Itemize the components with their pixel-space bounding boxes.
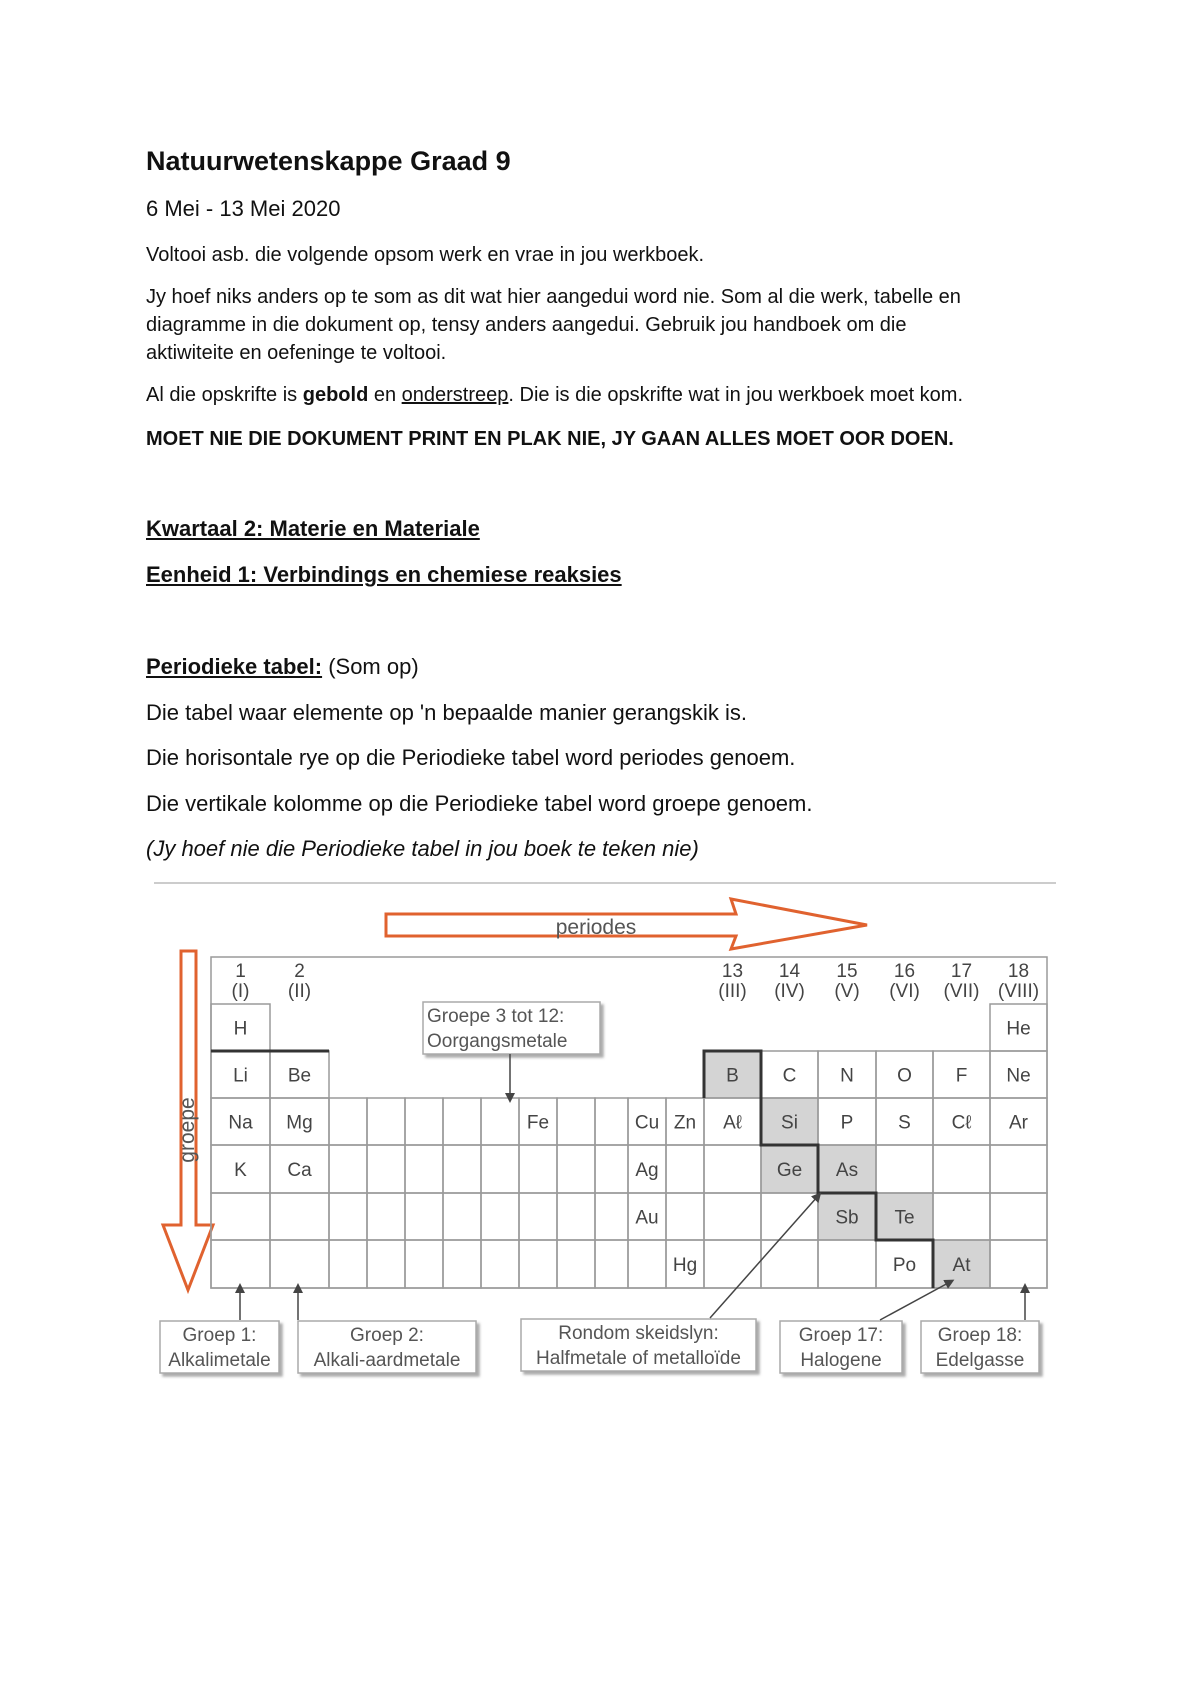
cell-row5-col13	[704, 1193, 761, 1240]
cell-row4-col3	[329, 1145, 367, 1193]
group-number-18: 18	[1007, 961, 1030, 982]
cell-row5-col17	[933, 1193, 990, 1240]
cell-row4-col9	[557, 1145, 595, 1193]
cell-row6-col4	[367, 1240, 405, 1288]
cell-row5-col9	[557, 1193, 595, 1240]
cell-row5-col10	[595, 1193, 628, 1240]
cell-row6-col8	[519, 1240, 557, 1288]
cell-row6-col14	[761, 1240, 818, 1288]
cell-row5-col1	[211, 1193, 270, 1240]
section-heading: Periodieke tabel:	[146, 654, 323, 679]
cell-row6-col9	[557, 1240, 595, 1288]
element-Na: Na	[228, 1112, 253, 1134]
pointer-arrow-metalloids	[710, 1196, 818, 1318]
element-K: K	[234, 1160, 247, 1181]
element-Mg: Mg	[286, 1112, 313, 1134]
cell-row5-col3	[329, 1193, 367, 1240]
group-roman-14: (IV)	[774, 981, 805, 1002]
element-As: As	[835, 1160, 859, 1181]
cell-row5-col5	[405, 1193, 443, 1240]
cell-row5-col2	[270, 1193, 329, 1240]
element-Be: Be	[287, 1065, 312, 1087]
cell-row4-col17	[933, 1145, 990, 1193]
group-number-16: 16	[893, 961, 916, 982]
definition-3: Die vertikale kolomme op die Periodieke tabel word groepe genoem.	[146, 791, 813, 816]
warning-text: MOET NIE DIE DOKUMENT PRINT EN PLAK NIE, JY GAAN ALLES MOET OOR DOEN.	[146, 428, 954, 450]
element-Fe: Fe	[526, 1112, 550, 1134]
cell-row3-col3	[329, 1098, 367, 1145]
cell-row5-col14	[761, 1193, 818, 1240]
italic-note: (Jy hoef nie die Periodieke tabel in jou boek te teken nie)	[146, 836, 699, 861]
cell-row4-col4	[367, 1145, 405, 1193]
callout-text-transition-2: Oorgangsmetale	[427, 1031, 568, 1052]
callout-text-metalloids-2: Halfmetale of metalloïde	[536, 1348, 741, 1369]
cell-row6-col5	[405, 1240, 443, 1288]
definition-2: Die horisontale rye op die Periodieke tabel word periodes genoem.	[146, 745, 796, 770]
element-Si: Si	[781, 1112, 798, 1134]
callouts-layer	[160, 1002, 1039, 1373]
cell-row6-col18	[990, 1240, 1047, 1288]
cell-row4-col16	[876, 1145, 933, 1193]
instruction-2-line-1: Jy hoef niks anders op te som as dit wat hier aangedui word nie. Som al die werk, tabelle en	[146, 286, 961, 308]
element-Aℓ: Aℓ	[723, 1112, 742, 1134]
element-Li: Li	[233, 1065, 248, 1087]
headings-note-underline: onderstreep	[401, 384, 509, 406]
element-B: B	[726, 1065, 739, 1087]
element-He: He	[1006, 1018, 1031, 1040]
groups-arrow-label: groepe	[176, 1097, 199, 1163]
cell-row4-col10	[595, 1145, 628, 1193]
cell-row6-col3	[329, 1240, 367, 1288]
element-Zn: Zn	[673, 1112, 697, 1134]
callout-text-group18-1: Groep 18:	[937, 1325, 1023, 1346]
callout-text-group1-2: Alkalimetale	[168, 1350, 271, 1371]
group-roman-16: (VI)	[889, 981, 920, 1002]
group-number-17: 17	[950, 961, 973, 982]
cell-row6-col2	[270, 1240, 329, 1288]
cell-row4-col8	[519, 1145, 557, 1193]
group-number-15: 15	[836, 961, 858, 982]
cell-row5-col7	[481, 1193, 519, 1240]
cell-row5-col18	[990, 1193, 1047, 1240]
cell-row3-col5	[405, 1098, 443, 1145]
callout-text-group2-2: Alkali-aardmetale	[313, 1350, 461, 1371]
element-Ca: Ca	[287, 1160, 312, 1181]
cell-row6-col13	[704, 1240, 761, 1288]
instruction-1: Voltooi asb. die volgende opsom werk en vrae in jou werkboek.	[146, 244, 705, 266]
element-P: P	[840, 1112, 854, 1134]
cell-row4-col18	[990, 1145, 1047, 1193]
element-Te: Te	[894, 1207, 915, 1229]
cell-row3-col4	[367, 1098, 405, 1145]
element-Ag: Ag	[635, 1160, 659, 1181]
group-roman-1: (I)	[231, 981, 250, 1002]
cell-row3-col10	[595, 1098, 628, 1145]
cell-row4-col6	[443, 1145, 481, 1193]
cell-row6-col15	[818, 1240, 876, 1288]
element-Ar: Ar	[1009, 1112, 1028, 1134]
cell-row6-col11	[628, 1240, 666, 1288]
definition-1: Die tabel waar elemente op 'n bepaalde manier gerangskik is.	[146, 700, 747, 725]
cell-row4-col7	[481, 1145, 519, 1193]
group-roman-17: (VII)	[943, 981, 980, 1002]
callout-text-group18-2: Edelgasse	[935, 1350, 1025, 1371]
instruction-2-line-2: diagramme in die dokument op, tensy anders aangedui. Gebruik jou handboek om die	[146, 314, 907, 336]
cell-row4-col12	[666, 1145, 704, 1193]
cell-row3-col7	[481, 1098, 519, 1145]
cell-row4-col5	[405, 1145, 443, 1193]
cell-row5-col4	[367, 1193, 405, 1240]
section-note: (Som op)	[322, 654, 419, 679]
date-range: 6 Mei - 13 Mei 2020	[146, 196, 341, 221]
periods-arrow-label: periodes	[555, 916, 637, 939]
element-Hg: Hg	[672, 1255, 698, 1276]
cell-row3-col9	[557, 1098, 595, 1145]
headings-note-part2: en	[368, 384, 402, 406]
unit-heading: Eenheid 1: Verbindings en chemiese reaksies	[146, 562, 622, 587]
cell-row5-col6	[443, 1193, 481, 1240]
element-O: O	[897, 1065, 912, 1087]
group-number-2: 2	[294, 961, 305, 982]
element-Au: Au	[635, 1207, 659, 1229]
element-N: N	[840, 1065, 854, 1087]
headings-note-part3: . Die is die opskrifte wat in jou werkboek moet kom.	[508, 384, 964, 406]
group-number-13: 13	[721, 961, 744, 982]
element-Cℓ: Cℓ	[951, 1112, 972, 1134]
cell-row6-col6	[443, 1240, 481, 1288]
cell-row5-col12	[666, 1193, 704, 1240]
element-S: S	[898, 1112, 911, 1134]
callout-text-group1-1: Groep 1:	[182, 1325, 257, 1346]
cell-row3-col6	[443, 1098, 481, 1145]
callout-text-metalloids-1: Rondom skeidslyn:	[558, 1323, 719, 1344]
cell-row4-col13	[704, 1145, 761, 1193]
element-At: At	[952, 1255, 971, 1276]
element-Cu: Cu	[634, 1112, 660, 1134]
element-C: C	[782, 1065, 797, 1087]
element-Ge: Ge	[776, 1160, 803, 1181]
group-number-14: 14	[778, 961, 801, 982]
instruction-2-line-3: aktiwiteite en oefeninge te voltooi.	[146, 342, 447, 364]
group-roman-15: (V)	[834, 981, 860, 1002]
element-F: F	[955, 1065, 968, 1087]
element-Ne: Ne	[1006, 1065, 1031, 1087]
cell-row6-col7	[481, 1240, 519, 1288]
callout-text-group2-1: Groep 2:	[350, 1325, 424, 1346]
group-number-1: 1	[235, 961, 246, 982]
headings-note-bold: gebold	[302, 384, 369, 406]
group-roman-18: (VIII)	[997, 981, 1040, 1002]
element-Sb: Sb	[835, 1207, 859, 1229]
cell-row5-col8	[519, 1193, 557, 1240]
term-heading: Kwartaal 2: Materie en Materiale	[146, 516, 480, 541]
headings-note-part1: Al die opskrifte is	[146, 384, 303, 406]
cell-row6-col1	[211, 1240, 270, 1288]
document-title: Natuurwetenskappe Graad 9	[146, 146, 511, 176]
group-roman-13: (III)	[718, 981, 747, 1002]
element-H: H	[233, 1018, 248, 1040]
callout-text-group17-2: Halogene	[800, 1350, 882, 1371]
callout-text-group17-1: Groep 17:	[798, 1325, 884, 1346]
cell-row6-col10	[595, 1240, 628, 1288]
element-Po: Po	[892, 1255, 917, 1276]
group-roman-2: (II)	[287, 981, 312, 1002]
callout-text-transition-1: Groepe 3 tot 12:	[427, 1006, 565, 1027]
